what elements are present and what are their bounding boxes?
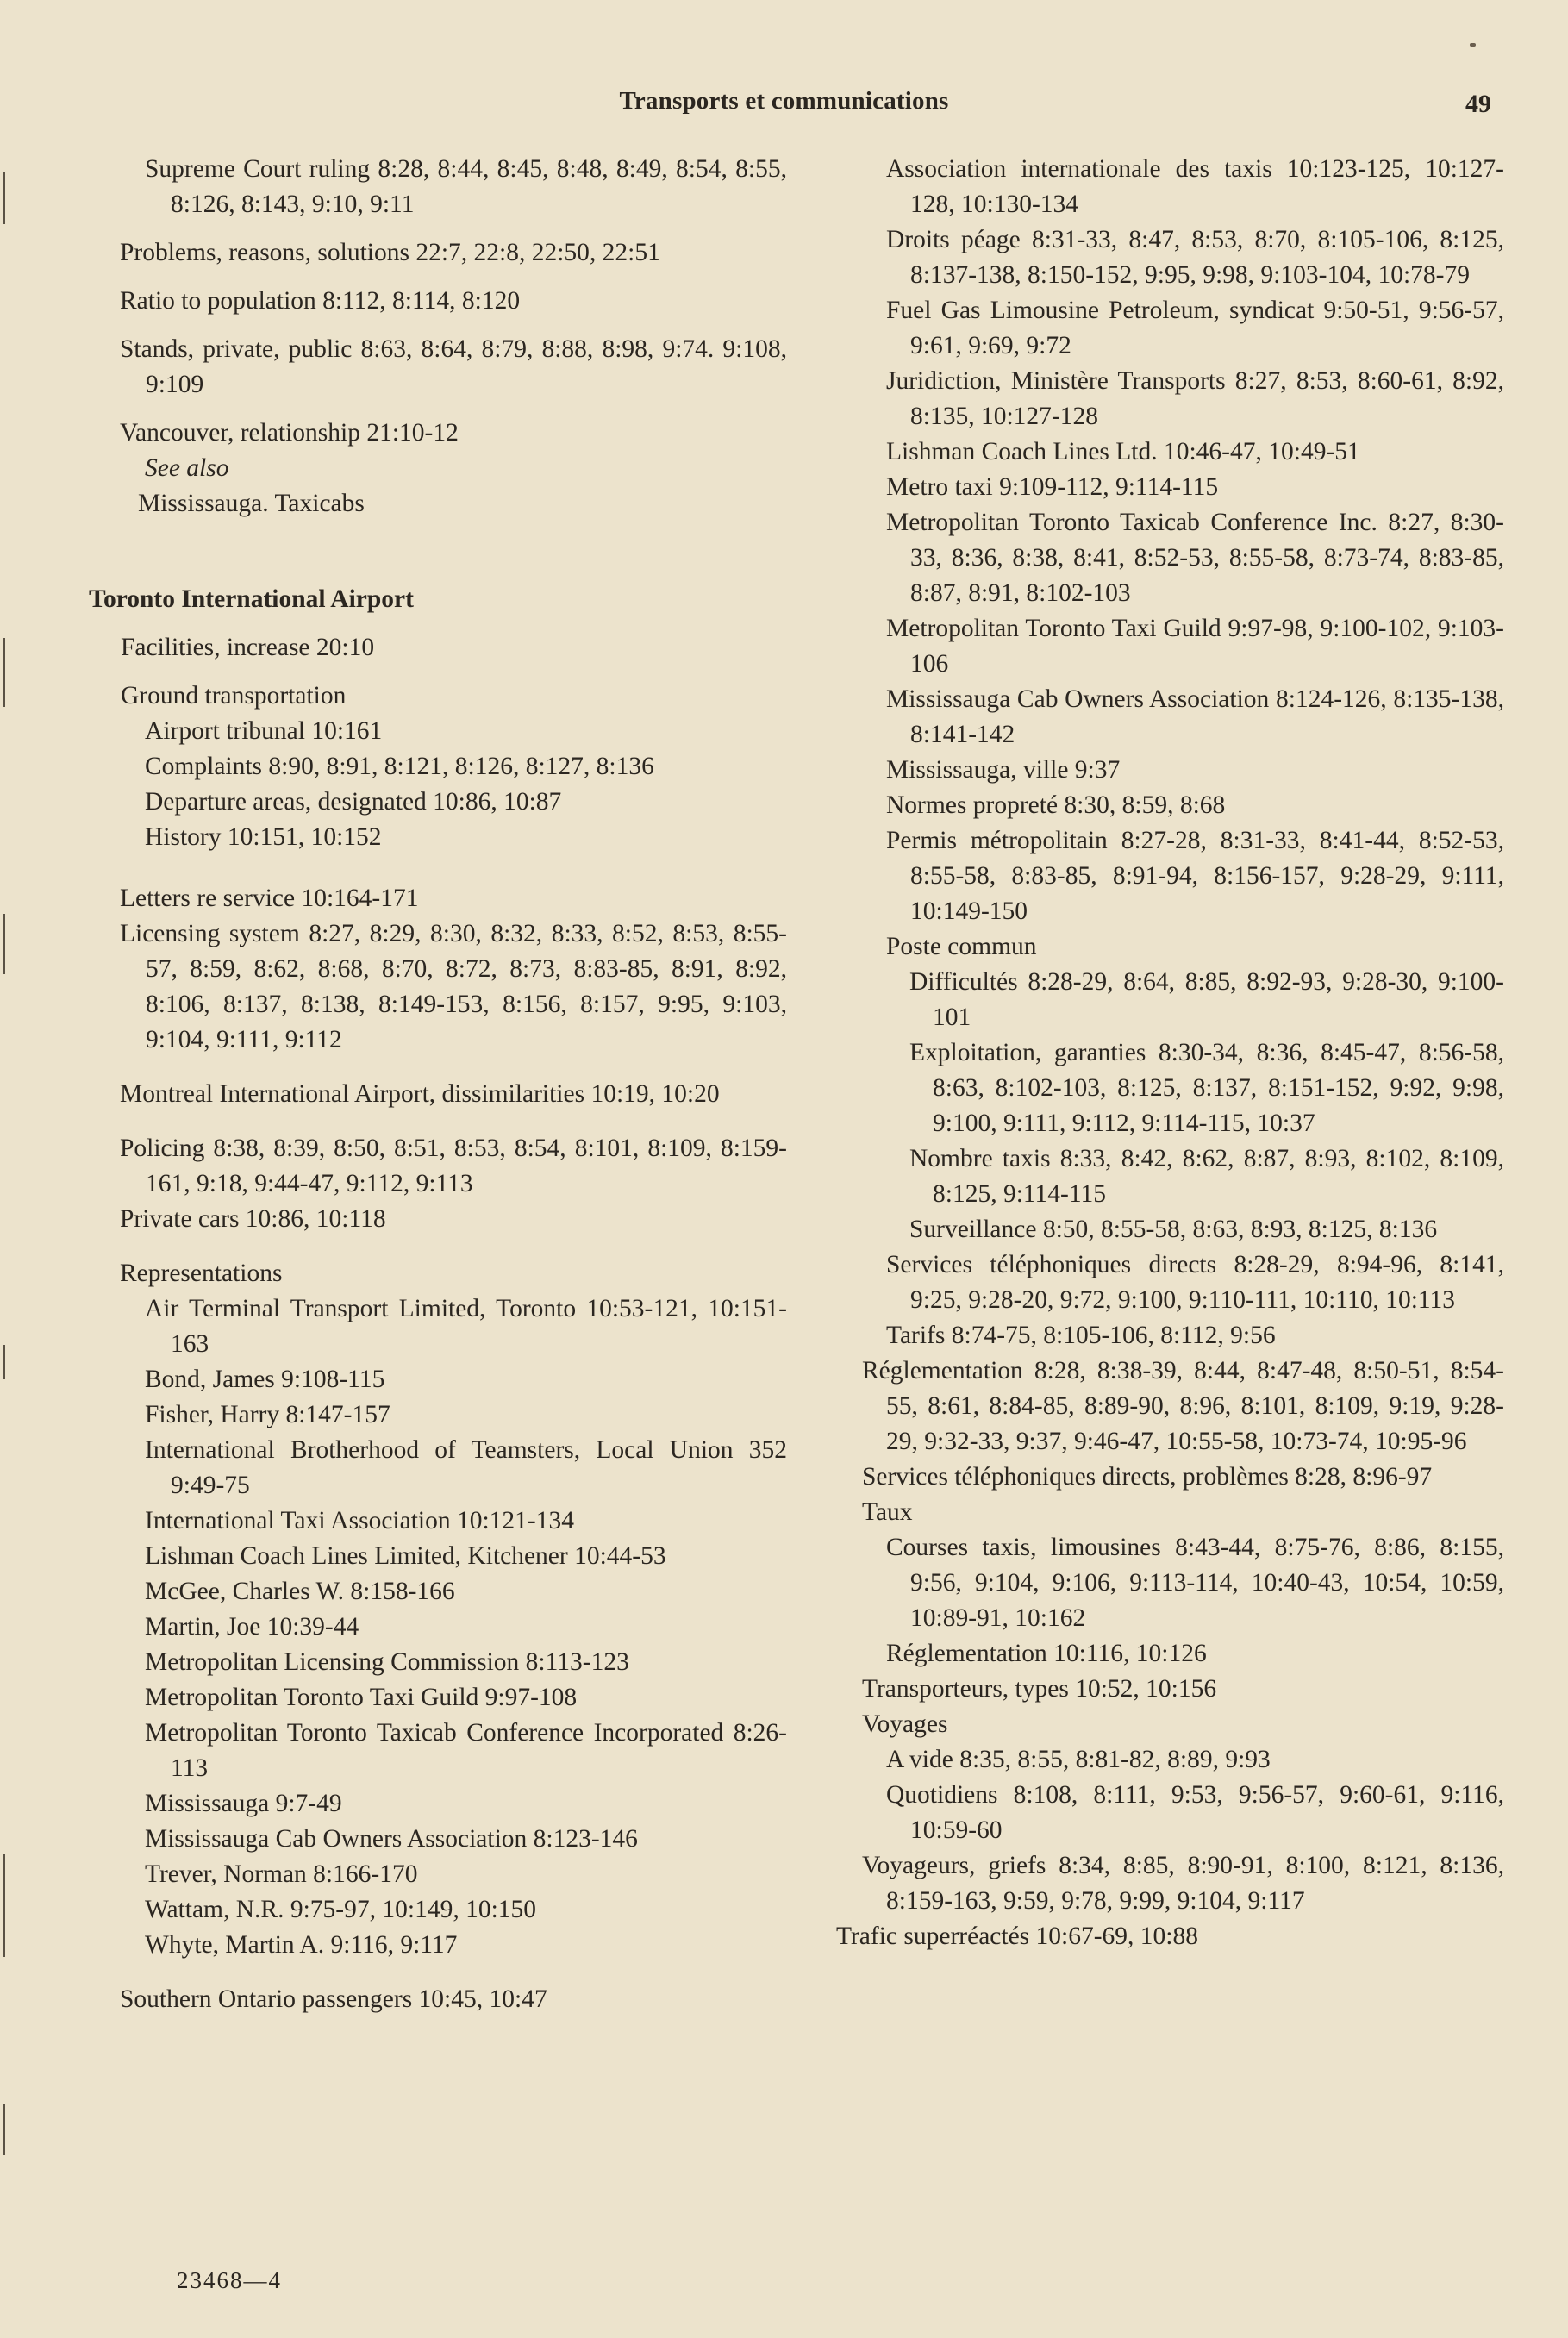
index-entry: Quotidiens 8:108, 8:111, 9:53, 9:56-57, 9:60-61, 9:116, 10:59-60	[886, 1781, 1504, 1844]
index-entry: Mississauga. Taxicabs	[138, 490, 365, 517]
index-column-right	[836, 152, 1504, 1954]
index-entry: Juridiction, Ministère Transports 8:27, 8:53, 8:60-61, 8:92, 8:135, 10:127-128	[886, 367, 1504, 430]
index-entry: Trever, Norman 8:166-170	[145, 1860, 418, 1888]
index-entry: Fuel Gas Limousine Petroleum, syndicat 9:50-51, 9:56-57, 9:61, 9:69, 9:72	[886, 297, 1504, 359]
index-entry: Facilities, increase 20:10	[121, 634, 375, 661]
index-entry: Airport tribunal 10:161	[145, 717, 383, 745]
index-entry: Courses taxis, limousines 8:43-44, 8:75-76, 8:86, 8:155, 9:56, 9:104, 9:106, 9:113-114, 10:40-43, 10:54, 10:59, 10:89-91, 10:162	[886, 1534, 1504, 1632]
index-entry: Martin, Joe 10:39-44	[145, 1613, 359, 1641]
index-entry: Ground transportation	[121, 682, 347, 710]
index-entry: Metropolitan Toronto Taxi Guild 9:97-108	[145, 1684, 578, 1711]
margin-mark	[3, 172, 5, 224]
index-entry: Normes propreté 8:30, 8:59, 8:68	[886, 791, 1226, 819]
index-entry: Réglementation 10:116, 10:126	[886, 1640, 1207, 1667]
index-entry: International Taxi Association 10:121-134	[145, 1507, 574, 1535]
index-entry: Réglementation 8:28, 8:38-39, 8:44, 8:47-48, 8:50-51, 8:54-55, 8:61, 8:84-85, 8:89-90, 8:96, 8:101, 8:109, 9:19, 9:28-29, 9:32-33, 9:37, 9:46-47, 10:55-58, 10:73-74, 10:95-96	[862, 1357, 1504, 1455]
index-entry: Southern Ontario passengers 10:45, 10:47	[120, 1985, 547, 2013]
index-entry: Stands, private, public 8:63, 8:64, 8:79, 8:88, 8:98, 9:74. 9:108, 9:109	[120, 335, 787, 398]
index-entry: Complaints 8:90, 8:91, 8:121, 8:126, 8:127, 8:136	[145, 753, 654, 780]
index-entry: Licensing system 8:27, 8:29, 8:30, 8:32, 8:33, 8:52, 8:53, 8:55-57, 8:59, 8:62, 8:68, 8:70, 8:72, 8:73, 8:83-85, 8:91, 8:92, 8:106, 8:137, 8:138, 8:149-153, 8:156, 8:157, 9:95, 9:103, 9:104, 9:111, 9:112	[120, 920, 787, 1053]
index-entry: Poste commun	[886, 933, 1037, 960]
index-entry: Permis métropolitain 8:27-28, 8:31-33, 8:41-44, 8:52-53, 8:55-58, 8:83-85, 8:91-94, 8:156-157, 9:28-29, 9:111, 10:149-150	[886, 827, 1504, 925]
index-entry: Bond, James 9:108-115	[145, 1366, 385, 1393]
index-entry: Surveillance 8:50, 8:55-58, 8:63, 8:93, 8:125, 8:136	[909, 1216, 1438, 1243]
index-entry: Whyte, Martin A. 9:116, 9:117	[145, 1931, 458, 1959]
index-entry: Policing 8:38, 8:39, 8:50, 8:51, 8:53, 8:54, 8:101, 8:109, 8:159-161, 9:18, 9:44-47, 9:112, 9:113	[120, 1135, 787, 1197]
index-entry: Lishman Coach Lines Limited, Kitchener 10:44-53	[145, 1542, 666, 1570]
index-entry: Services téléphoniques directs, problèmes 8:28, 8:96-97	[862, 1463, 1433, 1491]
index-entry: Voyageurs, griefs 8:34, 8:85, 8:90-91, 8:100, 8:121, 8:136, 8:159-163, 9:59, 9:78, 9:99, 9:104, 9:117	[862, 1852, 1504, 1915]
margin-mark	[3, 638, 5, 707]
index-entry: Metropolitan Licensing Commission 8:113-123	[145, 1648, 629, 1676]
index-entry: Difficultés 8:28-29, 8:64, 8:85, 8:92-93, 9:28-30, 9:100-101	[909, 968, 1504, 1031]
see-also-label: See also	[145, 454, 229, 482]
index-entry: Mississauga, ville 9:37	[886, 756, 1121, 784]
index-entry: Metropolitan Toronto Taxicab Conference Inc. 8:27, 8:30-33, 8:36, 8:38, 8:41, 8:52-53, 8:55-58, 8:73-74, 8:83-85, 8:87, 8:91, 8:102-103	[886, 509, 1504, 607]
index-entry: Metropolitan Toronto Taxicab Conference Incorporated 8:26-113	[145, 1719, 787, 1782]
index-entry: Montreal International Airport, dissimilarities 10:19, 10:20	[120, 1080, 720, 1108]
ink-speck	[1470, 43, 1476, 47]
index-entry: Supreme Court ruling 8:28, 8:44, 8:45, 8:48, 8:49, 8:54, 8:55, 8:126, 8:143, 9:10, 9:11	[145, 155, 787, 218]
margin-mark	[3, 1345, 5, 1379]
index-entry: Services téléphoniques directs 8:28-29, 8:94-96, 8:141, 9:25, 9:28-20, 9:72, 9:100, 9:110-111, 10:110, 10:113	[886, 1251, 1504, 1314]
index-entry: Exploitation, garanties 8:30-34, 8:36, 8:45-47, 8:56-58, 8:63, 8:102-103, 8:125, 8:137, 8:151-152, 9:92, 9:98, 9:100, 9:111, 9:112, 9:114-115, 10:37	[909, 1039, 1504, 1137]
page-number: 49	[1465, 90, 1491, 118]
index-entry: McGee, Charles W. 8:158-166	[145, 1578, 455, 1605]
index-entry: Metro taxi 9:109-112, 9:114-115	[886, 473, 1219, 501]
index-entry: Nombre taxis 8:33, 8:42, 8:62, 8:87, 8:93, 8:102, 8:109, 8:125, 9:114-115	[909, 1145, 1504, 1208]
index-entry: International Brotherhood of Teamsters, Local Union 352 9:49-75	[145, 1436, 787, 1499]
index-entry: Mississauga Cab Owners Association 8:124-126, 8:135-138, 8:141-142	[886, 685, 1504, 748]
index-entry: Transporteurs, types 10:52, 10:156	[862, 1675, 1217, 1703]
index-entry: Tarifs 8:74-75, 8:105-106, 8:112, 9:56	[886, 1322, 1276, 1349]
index-entry: Vancouver, relationship 21:10-12	[120, 419, 459, 447]
running-head: Transports et communications	[619, 87, 949, 115]
index-entry: Voyages	[862, 1710, 948, 1738]
index-entry: Fisher, Harry 8:147-157	[145, 1401, 390, 1428]
margin-mark	[3, 914, 5, 974]
print-code: 23468—4	[177, 2267, 282, 2293]
index-entry: Metropolitan Toronto Taxi Guild 9:97-98, 9:100-102, 9:103-106	[886, 615, 1504, 678]
index-entry: Wattam, N.R. 9:75-97, 10:149, 10:150	[145, 1896, 537, 1923]
index-entry: A vide 8:35, 8:55, 8:81-82, 8:89, 9:93	[886, 1746, 1271, 1773]
index-entry: Mississauga 9:7-49	[145, 1790, 342, 1817]
index-entry: Trafic superréactés 10:67-69, 10:88	[836, 1922, 1199, 1950]
index-entry: Lishman Coach Lines Ltd. 10:46-47, 10:49-51	[886, 438, 1360, 466]
index-entry: Air Terminal Transport Limited, Toronto 10:53-121, 10:151-163	[145, 1295, 787, 1358]
index-entry: Private cars 10:86, 10:118	[120, 1205, 386, 1233]
index-entry: Ratio to population 8:112, 8:114, 8:120	[120, 287, 521, 315]
index-column-left	[89, 152, 787, 2017]
index-entry: Taux	[862, 1498, 913, 1526]
index-heading: Toronto International Airport	[89, 585, 414, 613]
index-entry: Droits péage 8:31-33, 8:47, 8:53, 8:70, 8:105-106, 8:125, 8:137-138, 8:150-152, 9:95, 9:98, 9:103-104, 10:78-79	[886, 226, 1504, 289]
index-entry: Representations	[120, 1260, 283, 1287]
margin-mark	[3, 1854, 5, 1957]
index-entry: Mississauga Cab Owners Association 8:123-146	[145, 1825, 638, 1853]
index-entry: Departure areas, designated 10:86, 10:87	[145, 788, 562, 816]
index-entry: Letters re service 10:164-171	[120, 885, 419, 912]
margin-mark	[3, 2104, 5, 2155]
index-entry: Association internationale des taxis 10:123-125, 10:127-128, 10:130-134	[886, 155, 1504, 218]
index-entry: Problems, reasons, solutions 22:7, 22:8, 22:50, 22:51	[120, 239, 660, 266]
index-entry: History 10:151, 10:152	[145, 823, 382, 851]
